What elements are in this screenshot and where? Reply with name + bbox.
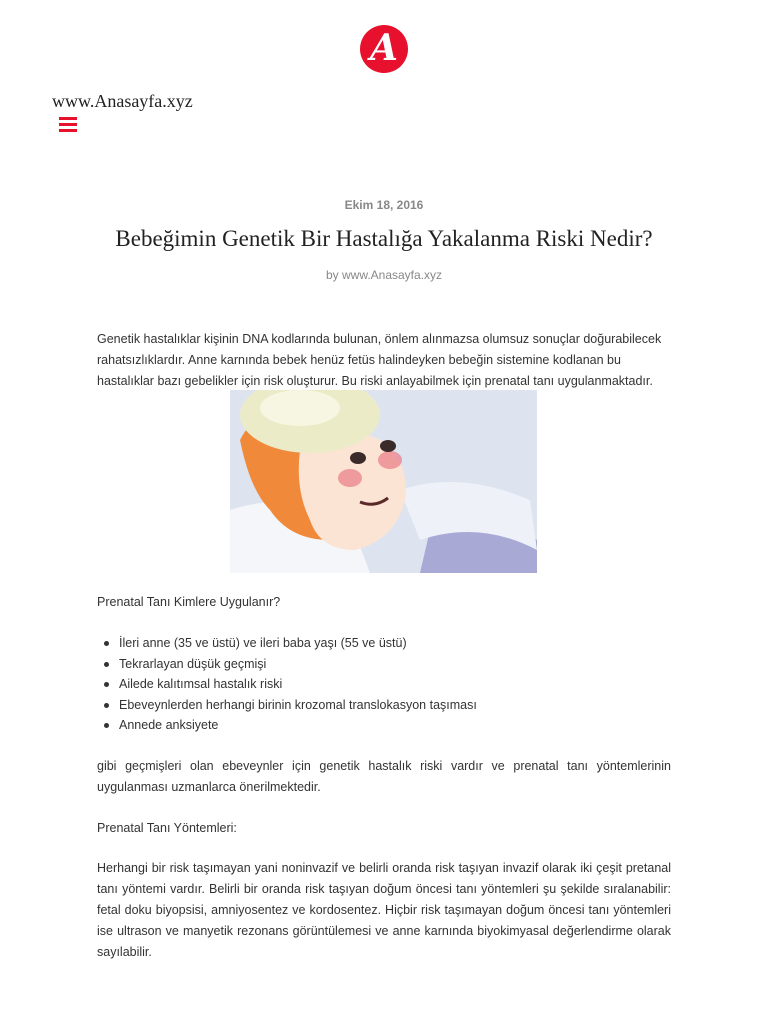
intro-text: Genetik hastalıklar kişinin DNA kodlarında bulunan, önlem alınmazsa olumsuz sonuçlar doğurabilecek rahatsızlıklardır. Anne karnında bebek henüz fetüs halindeyken bebeğin sistemine kodlanan bu hastalıklar bazı gebelikler için risk oluşturur. Bu riski anlayabilmek için prenatal tanı uygulanmaktadır.	[97, 332, 662, 388]
byline	[0, 268, 768, 282]
site-logo[interactable]	[360, 25, 408, 73]
section1-heading: Prenatal Tanı Kimlere Uygulanır?	[97, 595, 281, 609]
logo-letter: A	[370, 27, 398, 69]
sick-girl-illustration	[230, 390, 537, 573]
section2-heading-block	[97, 818, 671, 839]
list-item: Annede anksiyete	[97, 715, 671, 736]
section1-heading-block	[97, 592, 671, 613]
risk-factor-list	[97, 633, 671, 736]
post-date: Ekim 18, 2016	[344, 198, 424, 212]
section2-heading: Prenatal Tanı Yöntemleri:	[97, 821, 237, 835]
list-item: Ebeveynlerden herhangi birinin krozomal translokasyon taşıması	[97, 695, 671, 716]
list-item: Tekrarlayan düşük geçmişi	[97, 654, 671, 675]
after-list-paragraph	[97, 756, 671, 798]
author-link[interactable]: www.Anasayfa.xyz	[341, 268, 443, 282]
list-item: Ailede kalıtımsal hastalık riski	[97, 674, 671, 695]
site-name-link[interactable]: www.Anasayfa.xyz	[52, 91, 193, 111]
post-title: Bebeğimin Genetik Bir Hastalığa Yakalanma Riski Nedir?	[115, 226, 653, 251]
list-item: İleri anne (35 ve üstü) ve ileri baba yaşı (55 ve üstü)	[97, 633, 671, 654]
intro-paragraph	[97, 329, 671, 392]
hamburger-menu-icon[interactable]	[59, 117, 77, 133]
methods-text: Herhangi bir risk taşımayan yani noninvazif ve belirli oranda risk taşıyan invazif olarak iki çeşit pretanal tanı yöntemi vardır. Belirli bir oranda risk taşıyan doğum öncesi tanı yöntemleri şu şekilde sıralanabilir: fetal doku biyopsisi, amniyosentez ve kordosentez. Hiçbir risk taşımayan doğum öncesi tanı yöntemleri ise ultrason ve manyetik rezonans görüntülemesi ve anne karnında biyokimyasal değerlendirme olarak sayılabilir.	[97, 861, 671, 959]
after-list-text: gibi geçmişleri olan ebeveynler için genetik hastalık riski vardır ve prenatal tanı yöntemlerinin uygulanması uzmanlarca önerilmektedir.	[97, 759, 671, 794]
byline-prefix: by	[325, 268, 339, 282]
methods-paragraph	[97, 858, 671, 963]
article-image	[230, 390, 537, 573]
